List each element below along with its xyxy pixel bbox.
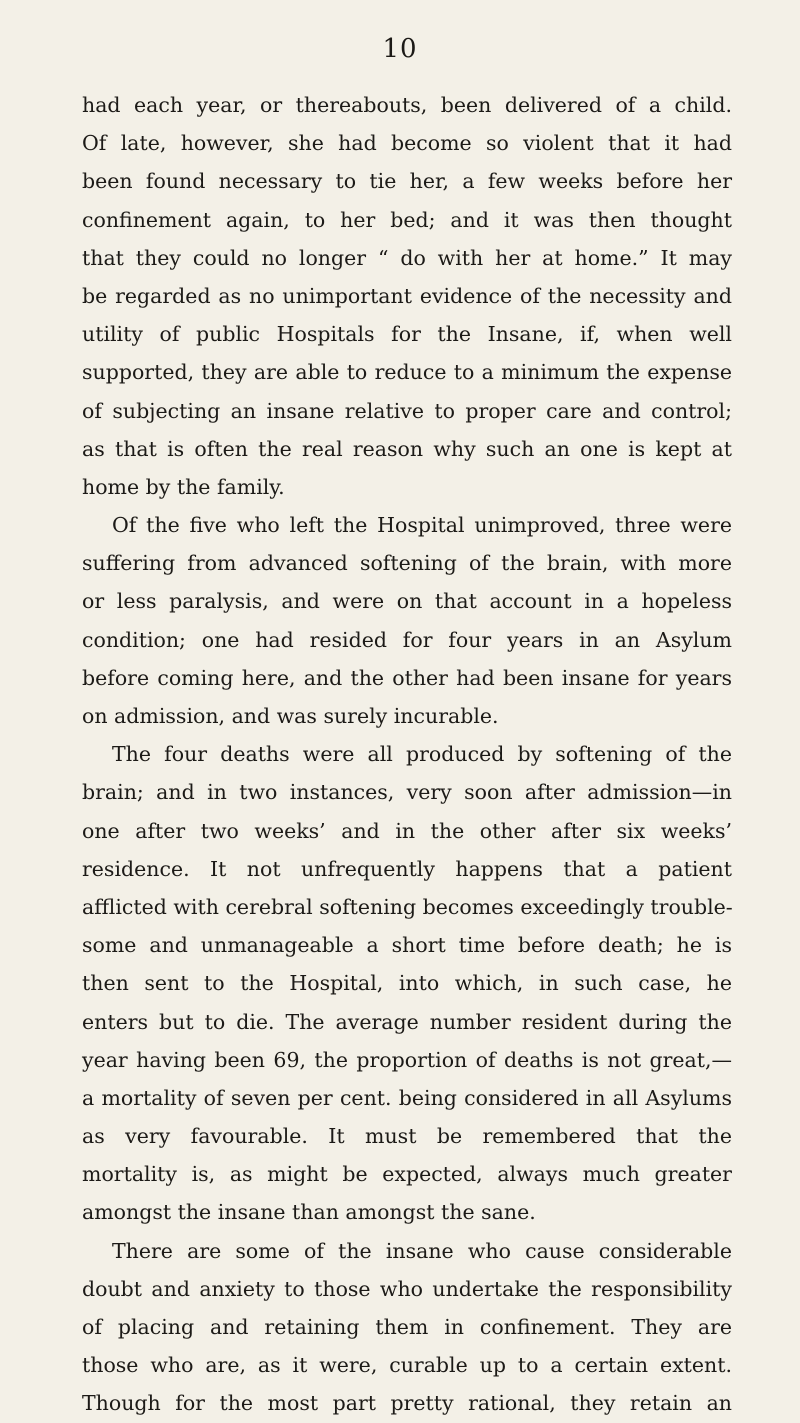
text-line: be regarded as no unimportant evidence of the necessity and [82,283,732,308]
text-line: one after two weeks’ and in the other after six weeks’ [82,818,732,843]
text-line: condition; one had resided for four years in an Asylum [82,627,732,652]
text-line: Of the five who left the Hospital unimproved, three were [112,513,732,538]
text-line: Of late, however, she had become so violent that it had [82,131,732,156]
text-line: of subjecting an insane relative to proper care and control; [82,398,732,423]
text-line: brain; and in two instances, very soon after admission—in [82,780,732,805]
text-line: amongst the insane than amongst the sane. [82,1200,536,1225]
text-line: that they could no longer “ do with her at home.” It may [82,245,732,270]
text-line: before coming here, and the other had been insane for years [82,665,732,690]
text-line: as that is often the real reason why such an one is kept at [82,436,732,461]
text-line: afflicted with cerebral softening becomes exceedingly trouble- [82,894,733,919]
text-line: home by the family. [82,474,285,499]
text-line: Though for the most part pretty rational, they retain an [82,1391,732,1416]
text-line: a mortality of seven per cent. being considered in all Asylums [82,1085,732,1110]
text-line: had each year, or thereabouts, been delivered of a child. [82,93,732,117]
text-line: enters but to die. The average number resident during the [82,1009,732,1034]
text-line: of placing and retaining them in confinement. They are [82,1315,732,1339]
text-line: as very favourable. It must be remembered that the [82,1124,732,1149]
text-line: suffering from advanced softening of the brain, with more [82,551,732,576]
text-line: been found necessary to tie her, a few weeks before her [82,169,732,194]
text-line: some and unmanageable a short time before death; he is [82,933,732,958]
text-line: on admission, and was surely incurable. [82,704,499,728]
text-line: doubt and anxiety to those who undertake the responsibility [82,1276,732,1301]
page-number: 10 [382,34,418,64]
text-line: those who are, as it were, curable up to a certain extent. [82,1353,732,1378]
text-line: utility of public Hospitals for the Insane, if, when well [82,322,732,347]
text-line: residence. It not unfrequently happens that a patient [82,856,732,881]
text-line: or less paralysis, and were on that account in a hopeless [82,589,732,614]
body-text [82,86,732,1423]
text-line: There are some of the insane who cause considerable [112,1238,732,1263]
text-line: then sent to the Hospital, into which, in such case, he [82,971,732,996]
text-line: supported, they are able to reduce to a minimum the expense [82,360,732,385]
text-line: mortality is, as might be expected, always much greater [82,1162,732,1187]
text-line: The four deaths were all produced by softening of the [112,742,732,767]
text-line: confinement again, to her bed; and it was then thought [82,207,732,232]
text-line: year having been 69, the proportion of deaths is not great,— [82,1047,732,1072]
